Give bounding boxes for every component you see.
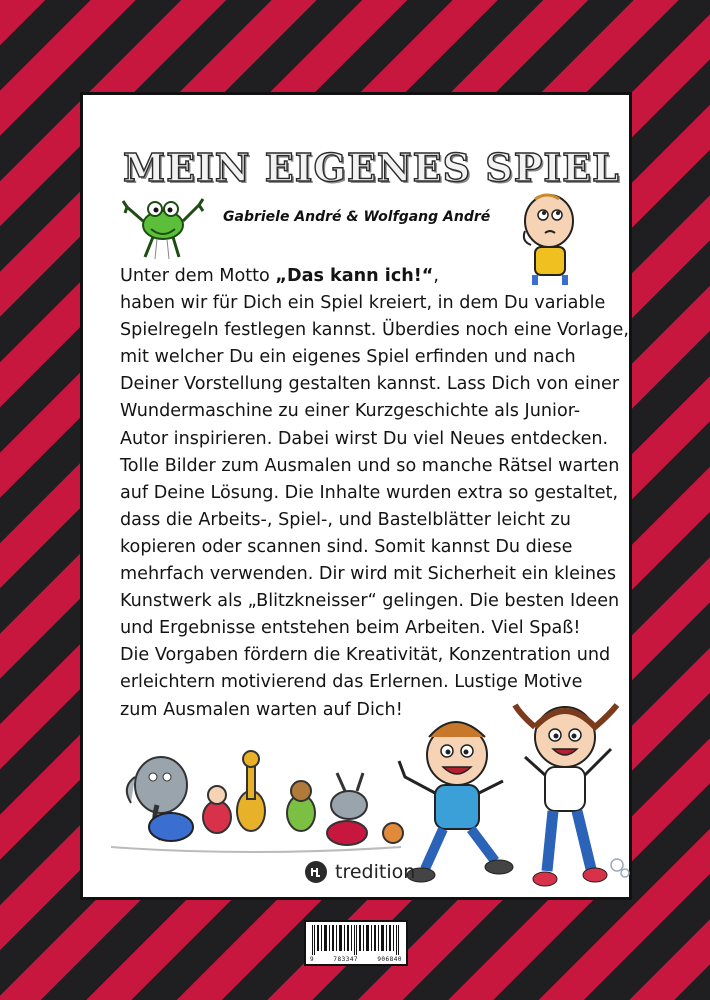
tredition-logo-icon: [305, 861, 327, 883]
blurb-line: Kunstwerk als „Blitzkneisser“ gelingen. Die besten Ideen: [120, 591, 620, 612]
animal-parade-illustration: [101, 747, 411, 859]
blurb-line: zum Ausmalen warten auf Dich!: [120, 699, 403, 720]
back-cover-panel: [80, 92, 632, 900]
frog-illustration: [121, 187, 205, 261]
blurb-line: mit welcher Du ein eigenes Spiel erfinden und nach: [120, 347, 576, 368]
blurb-line: Wundermaschine zu einer Kurzgeschichte als Junior-: [120, 401, 581, 422]
author-names: Gabriele André & Wolfgang André: [223, 209, 491, 225]
motto-bold: „Das kann ich!“: [275, 266, 434, 286]
cheering-kids-illustration: [395, 685, 631, 895]
cover-title: MEIN EIGENES SPIEL: [123, 145, 620, 190]
barcode: [304, 920, 408, 966]
blurb-line: Deiner Vorstellung gestalten kannst. Lass Dich von einer: [120, 374, 620, 395]
blurb-line: erleichtern motivierend das Erlernen. Lustige Motive: [120, 672, 583, 693]
barcode-digit-group: 783347: [333, 956, 359, 963]
blurb-line: auf Deine Lösung. Die Inhalte wurden extra so gestaltet,: [120, 482, 619, 503]
blurb-line: Die Vorgaben fördern die Kreativität, Konzentration und: [120, 645, 611, 666]
lead-prefix: Unter dem Motto: [120, 266, 276, 286]
blurb-line: Autor inspirieren. Dabei wirst Du viel Neues entdecken.: [120, 428, 609, 449]
barcode-number: [310, 956, 402, 963]
blurb-line: Tolle Bilder zum Ausmalen und so manche Rätsel warten: [120, 455, 620, 476]
blurb-line: und Ergebnisse entstehen beim Arbeiten. Viel Spaß!: [120, 618, 581, 639]
barcode-digit-group: 9: [310, 956, 315, 963]
blurb-line: haben wir für Dich ein Spiel kreiert, in dem Du variable: [120, 293, 606, 314]
barcode-digit-group: 906840: [377, 956, 402, 963]
blurb-line: kopieren oder scannen sind. Somit kannst Du diese: [120, 536, 573, 557]
blurb-line: Spielregeln festlegen kannst. Überdies noch eine Vorlage,: [120, 320, 629, 341]
publisher-mark: [305, 861, 415, 883]
blurb-line: dass die Arbeits-, Spiel-, und Bastelblätter leicht zu: [120, 509, 571, 530]
blurb-line: mehrfach verwenden. Dir wird mit Sicherheit ein kleines: [120, 564, 617, 585]
blurb-text: [120, 263, 630, 724]
publisher-name: tredition: [335, 861, 416, 883]
barcode-bars: [310, 925, 402, 955]
blurb-lead-line: [120, 263, 630, 290]
lead-suffix: ,: [433, 266, 439, 286]
